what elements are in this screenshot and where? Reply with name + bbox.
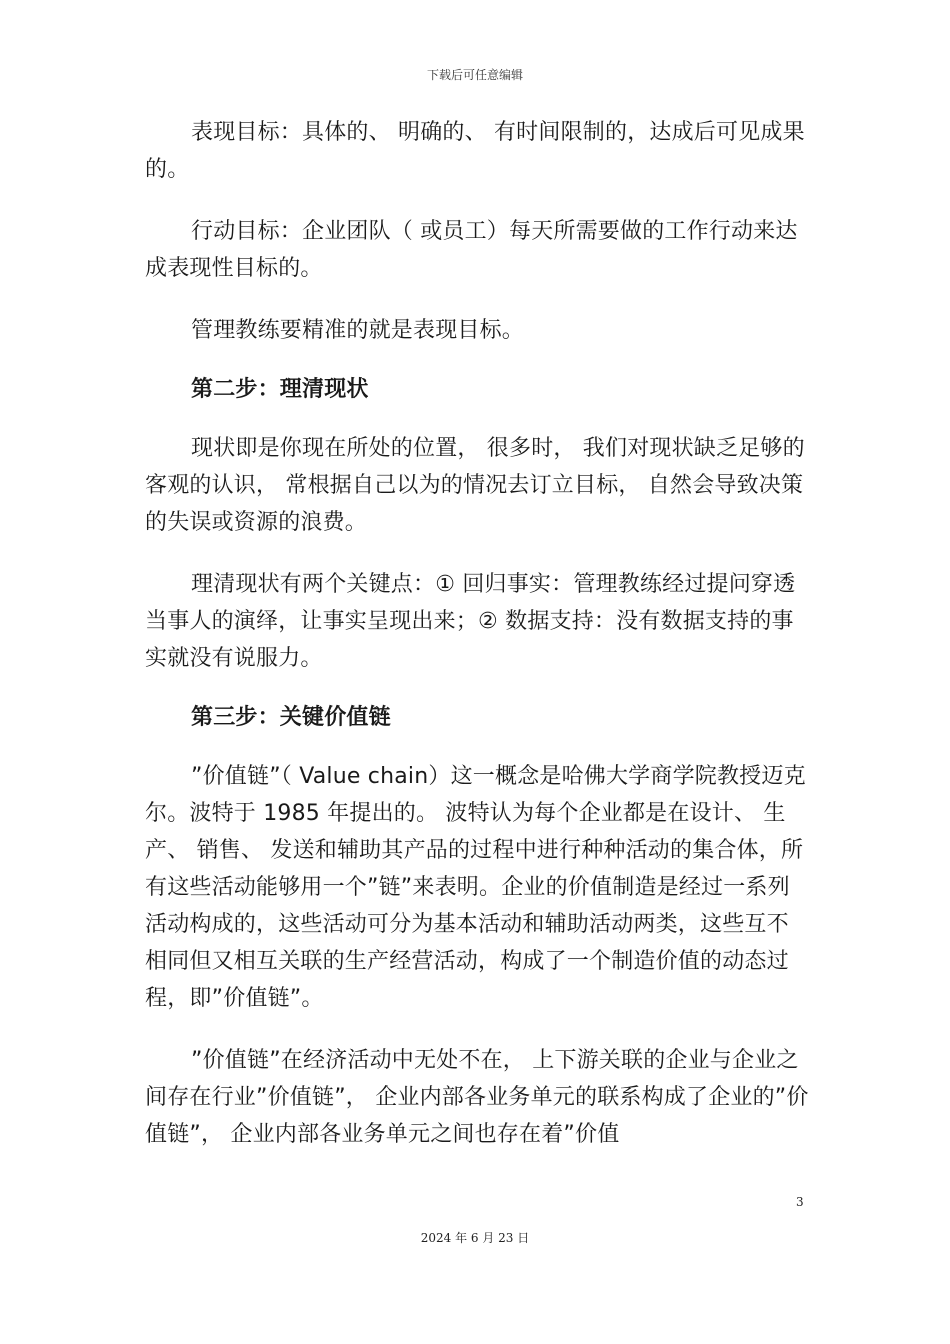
paragraph-current-state: 现状即是你现在所处的位置， 很多时， 我们对现状缺乏足够的客观的认识， 常根据自己以为的情况去订立目标， 自然会导致决策的失误或资源的浪费。 bbox=[145, 436, 805, 535]
document-body bbox=[145, 114, 810, 1153]
page-number: 3 bbox=[796, 1195, 804, 1209]
section-heading-step-three: 第三步：关键价值链 bbox=[191, 705, 391, 730]
footer-date: 2024 年 6 月 23 日 bbox=[420, 1231, 530, 1245]
paragraph-value-chain-economy: ”价值链”在经济活动中无处不在， 上下游关联的企业与企业之间存在行业”价值链”， 企业内部各业务单元的联系构成了企业的”价值链”， 企业内部各业务单元之间也存在着”价值 bbox=[145, 1048, 809, 1147]
paragraph-value-chain-definition: ”价值链”（ Value chain）这一概念是哈佛大学商学院教授迈克尔。波特于 1985 年提出的。 波特认为每个企业都是在设计、 生产、 销售、 发送和辅助其产品的过程中进行种种活动的集合体，所有这些活动能够用一个”链”来表明。企业的价值制造是经过一系列活动构成的，这些活动可分为基本活动和辅助活动两类，这些互不相同但又相互关联的生产经营活动，构成了一个制造价值的动态过程，即”价值链”。 bbox=[145, 764, 806, 1011]
paragraph-key-points: 理清现状有两个关键点：① 回归事实：管理教练经过提问穿透当事人的演绎，让事实呈现出来；② 数据支持：没有数据支持的事实就没有说服力。 bbox=[145, 572, 796, 671]
page-header: 下载后可任意编辑 bbox=[426, 68, 523, 82]
section-heading-step-two: 第二步：理清现状 bbox=[191, 377, 369, 402]
paragraph-performance-goal: 表现目标：具体的、 明确的、 有时间限制的，达成后可见成果的。 bbox=[145, 120, 805, 182]
paragraph-action-goal: 行动目标：企业团队（ 或员工）每天所需要做的工作行动来达成表现性目标的。 bbox=[145, 219, 798, 281]
paragraph-precision: 管理教练要精准的就是表现目标。 bbox=[191, 318, 525, 343]
